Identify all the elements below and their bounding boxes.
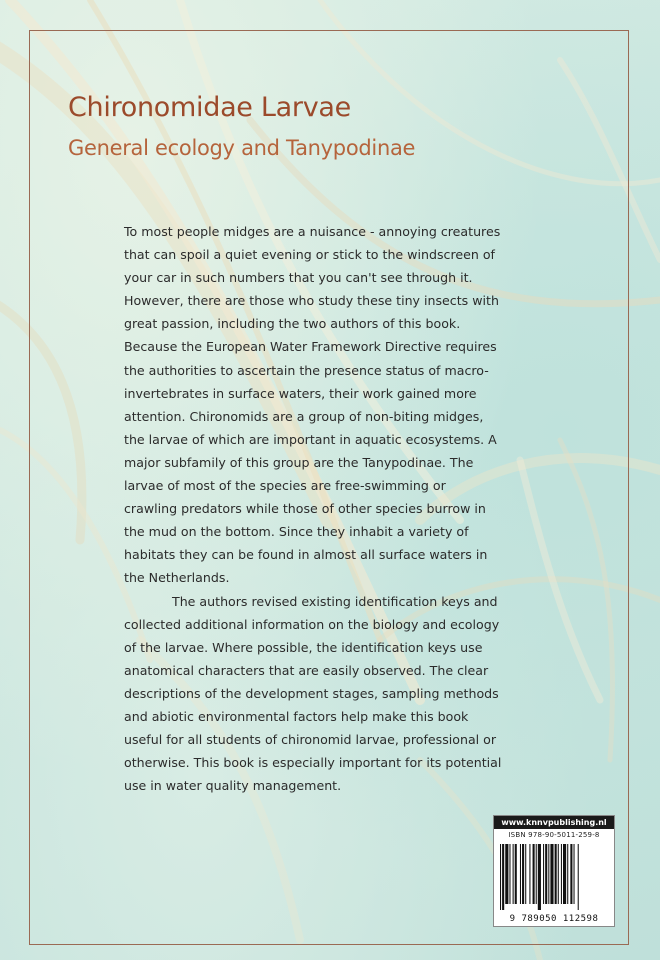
ean-digits: 9 789050 112598 [509, 914, 599, 924]
publisher-url: www.knnvpublishing.nl [494, 816, 614, 829]
blurb-paragraph: To most people midges are a nuisance - annoying creatures that can spoil a quiet evening or stick to the windscreen of your car in such numbers that you can't see through it. However, there are those who study these tiny insects with great passion, including the two authors of this book. Because the European Water Framework Directive requires the authorities to ascertain the presence status of macro-invertebrates in surface waters, their work gained more attention. Chironomids are a group of non-biting midges, the larvae of which are important in aquatic ecosystems. A major subfamily of this group are the Tanypodinae. The larvae of most of the species are free-swimming or crawling predators while those of other species burrow in the mud on the bottom. Since they inhabit a variety of habitats they can be found in almost all surface waters in the Netherlands. [124, 224, 501, 586]
book-subtitle: General ecology and Tanypodinae [68, 136, 416, 160]
isbn-text: ISBN 978-90-5011-259-8 [508, 831, 600, 839]
blurb-paragraph: The authors revised existing identification keys and collected additional information on the biology and ecology of the larvae. Where possible, the identification keys use anatomical characters that are easily observed. The clear descriptions of the development stages, sampling methods and abiotic environmental factors help make this book useful for all students of chironomid larvae, professional or otherwise. This book is especially important for its potential use in water quality management. [124, 593, 502, 794]
book-title: Chironomidae Larvae [68, 92, 351, 123]
barcode-bars [500, 844, 608, 912]
barcode-label [493, 815, 615, 927]
back-cover-blurb [124, 220, 502, 797]
